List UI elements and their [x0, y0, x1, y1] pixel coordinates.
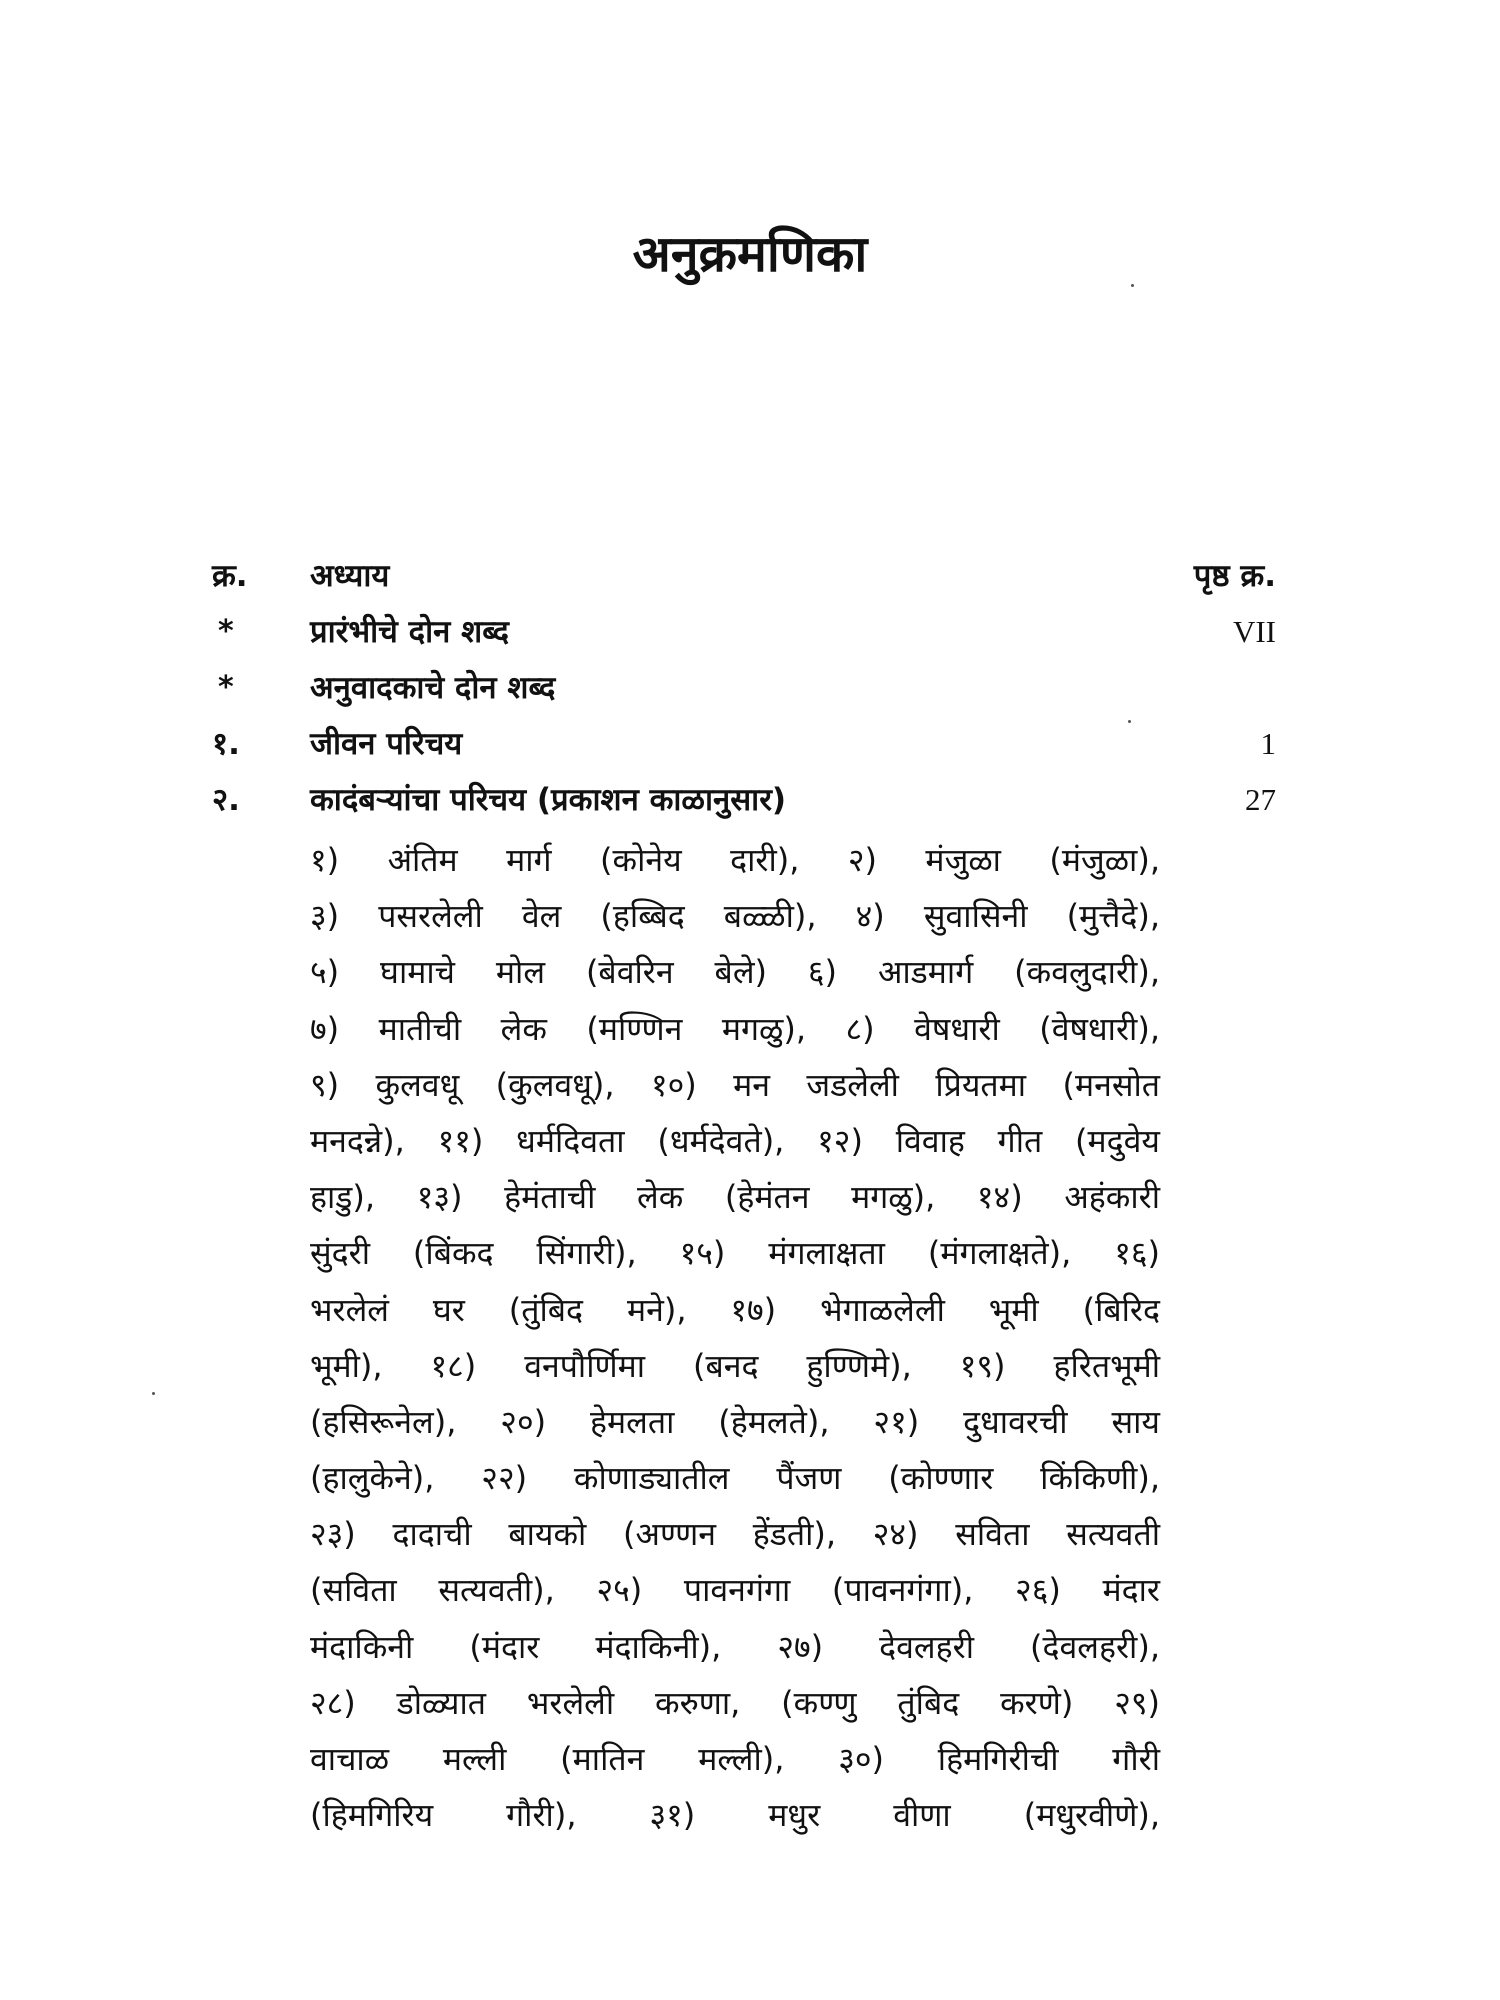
- toc-entry-number: *: [218, 670, 234, 705]
- toc-entry-title: प्रारंभीचे दोन शब्द: [310, 614, 509, 650]
- toc-entry-number: *: [218, 614, 234, 649]
- toc-entry-page: VII: [1232, 614, 1276, 649]
- page-title: अनुक्रमणिका: [632, 225, 868, 283]
- novel-list-line: (हिमगिरिय गौरी), ३१) मधुर वीणा (मधुरवीणे),: [310, 1796, 1160, 1835]
- novel-list-line: मंदाकिनी (मंदार मंदाकिनी), २७) देवलहरी (देवलहरी),: [310, 1627, 1160, 1666]
- novel-list-line: भरलेलं घर (तुंबिद मने), १७) भेगाळलेली भूमी (बिरिद: [310, 1290, 1160, 1329]
- toc-entry: [212, 716, 1276, 772]
- novel-list-line: ३) पसरलेली वेल (हब्बिद बळ्ळी), ४) सुवासिनी (मुत्तैदे),: [310, 897, 1160, 936]
- toc-entry-page: 27: [1245, 782, 1276, 817]
- toc-entry: [212, 604, 1276, 660]
- table-of-contents: [212, 548, 1276, 828]
- toc-entry-title: अनुवादकाचे दोन शब्द: [310, 670, 556, 706]
- novel-list-line: १) अंतिम मार्ग (कोनेय दारी), २) मंजुळा (मंजुळा),: [310, 841, 1160, 879]
- toc-entry-page: 1: [1260, 726, 1276, 761]
- novel-list-line: ७) मातीची लेक (मण्णिन मगळु), ८) वेषधारी (वेषधारी),: [310, 1009, 1160, 1048]
- scan-speck: [1128, 720, 1131, 723]
- scan-speck: [1131, 284, 1134, 287]
- toc-header-chapter: अध्याय: [310, 558, 390, 594]
- novel-list-line: (सविता सत्यवती), २५) पावनगंगा (पावनगंगा), २६) मंदार: [310, 1571, 1160, 1610]
- novel-list-line: भूमी), १८) वनपौर्णिमा (बनद हुण्णिमे), १९) हरितभूमी: [310, 1346, 1160, 1385]
- novel-list-line: (हालुकेने), २२) कोणाड्यातील पैंजण (कोण्णार किंकिणी),: [310, 1459, 1160, 1498]
- novel-list-line: सुंदरी (बिंकद सिंगारी), १५) मंगलाक्षता (मंगलाक्षते), १६): [310, 1234, 1160, 1273]
- toc-entry-number: २.: [212, 782, 240, 818]
- novel-list-line: (हसिरूनेल), २०) हेमलता (हेमलते), २१) दुधावरची साय: [310, 1402, 1160, 1441]
- toc-header-row: [212, 548, 1276, 604]
- novel-list: [310, 832, 1160, 1843]
- novel-list-line: २३) दादाची बायको (अण्णन हेंडती), २४) सविता सत्यवती: [310, 1515, 1160, 1554]
- novel-list-line: ९) कुलवधू (कुलवधू), १०) मन जडलेली प्रियतमा (मनसोत: [310, 1065, 1160, 1104]
- novel-list-line: वाचाळ मल्ली (मातिन मल्ली), ३०) हिमगिरीची गौरी: [310, 1740, 1160, 1778]
- toc-entry-number: १.: [212, 726, 240, 762]
- toc-entry-title: जीवन परिचय: [310, 726, 463, 762]
- toc-header-number: क्र.: [212, 558, 248, 594]
- novel-list-line: २८) डोळ्यात भरलेली करुणा, (कण्णु तुंबिद करणे) २९): [310, 1683, 1160, 1722]
- toc-header-page: पृष्ठ क्र.: [1193, 558, 1276, 594]
- novel-list-line: मनदन्ने), ११) धर्मदिवता (धर्मदेवते), १२) विवाह गीत (मदुवेय: [310, 1121, 1160, 1160]
- toc-entry: [212, 660, 1276, 716]
- novel-list-line: हाडु), १३) हेमंताची लेक (हेमंतन मगळु), १४) अहंकारी: [310, 1178, 1160, 1217]
- scan-speck: [152, 1392, 155, 1395]
- toc-entry-title: कादंबऱ्यांचा परिचय (प्रकाशन काळानुसार): [310, 782, 787, 818]
- novel-list-line: ५) घामाचे मोल (बेवरिन बेले) ६) आडमार्ग (कवलुदारी),: [310, 953, 1160, 992]
- toc-entry: [212, 772, 1276, 828]
